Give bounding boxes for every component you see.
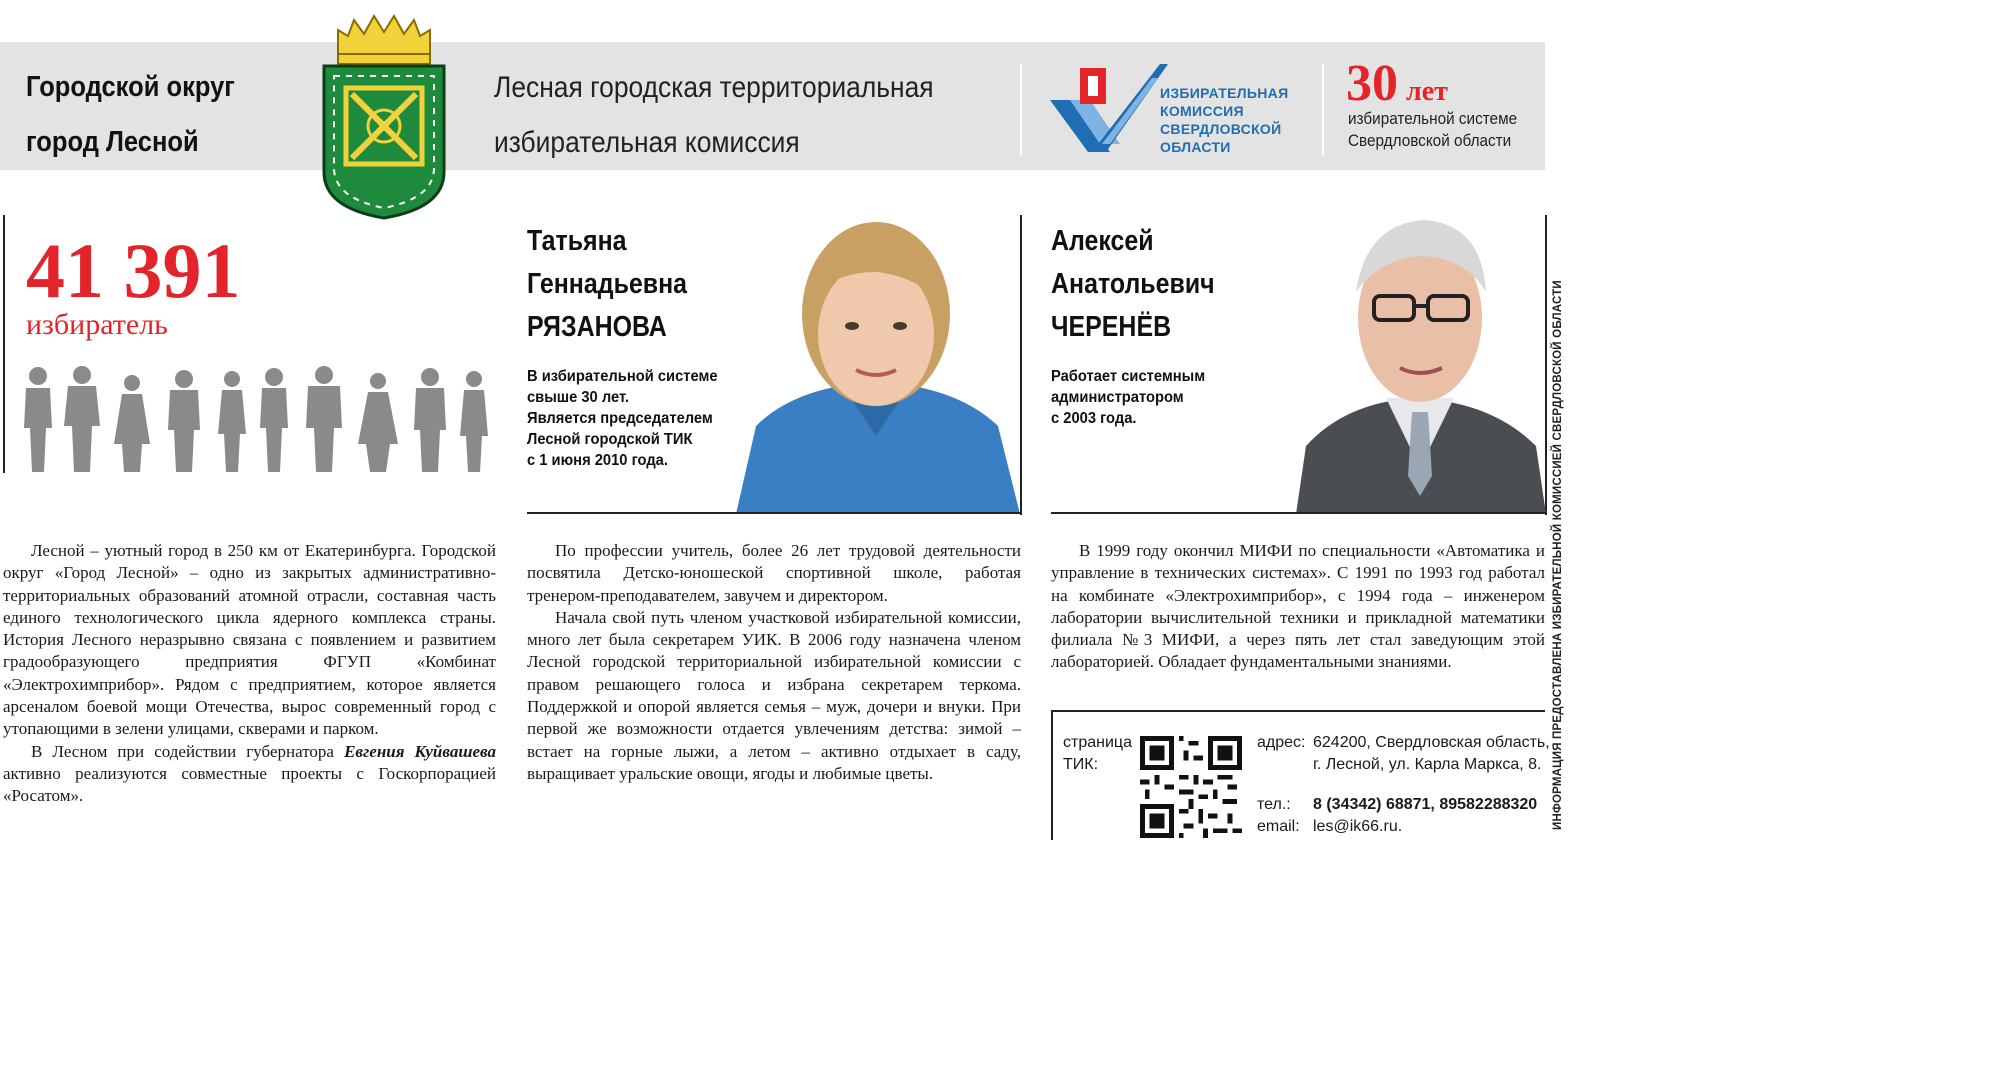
voter-count: 41 391 [26, 227, 241, 314]
email-label: email: [1257, 818, 1300, 835]
bio-line: администратором [1051, 389, 1184, 406]
region-title-line2: город Лесной [26, 126, 199, 158]
tik-page-label-line: страница [1063, 734, 1132, 751]
person2-patronymic: Анатольевич [1051, 268, 1215, 300]
left-rule [3, 215, 5, 473]
address-line: г. Лесной, ул. Карла Маркса, 8. [1313, 756, 1542, 773]
email-value[interactable]: les@ik66.ru. [1313, 818, 1403, 835]
header-divider [1020, 64, 1022, 156]
bio-line: Является председателем [527, 410, 713, 427]
voter-label: избиратель [26, 308, 168, 341]
bio-line: свыше 30 лет. [527, 389, 629, 406]
region-title [26, 60, 290, 170]
phone-value[interactable]: 8 (34342) 68871, 89582288320 [1313, 796, 1538, 813]
bio-line: с 1 июня 2010 года. [527, 452, 668, 469]
anniversary-line: Свердловской области [1348, 131, 1512, 150]
person1-bio [527, 366, 739, 471]
address-label: адрес: [1257, 734, 1306, 751]
commission-title-line1: Лесная городская территориальная [494, 71, 934, 104]
column1-paragraph2 [3, 741, 496, 808]
phone-label: тел.: [1257, 796, 1291, 813]
ik-logo-line: КОМИССИЯ [1160, 103, 1244, 119]
qr-code-icon[interactable] [1140, 736, 1242, 838]
ik-logo-line: ИЗБИРАТЕЛЬНАЯ [1160, 85, 1289, 101]
election-commission-logo-icon [1048, 60, 1170, 160]
person2-name [1051, 220, 1275, 349]
election-commission-logo-text [1160, 84, 1288, 156]
source-note: ИНФОРМАЦИЯ ПРЕДОСТАВЛЕНА ИЗБИРАТЕЛЬНОЙ КОМИССИЕЙ СВЕРДЛОВСКОЙ ОБЛАСТИ [1552, 280, 1564, 830]
column1-paragraph1: Лесной – уютный город в 250 км от Екатеринбурга. Городской округ «Город Лесной» – одно из закрытых административно-территориальных образований атомной отрасли, составная часть единого технологического цикла ядерного комплекса страны. История Лесного неразрывно связана с появлением и развитием градообразующего предприятия ФГУП «Комбинат «Электрохимприбор». Рядом с предприятием, которое является арсеналом боевой мощи Отечества, вырос современный город с утопающими в зелени улицами, скверами и парком. [3, 541, 496, 739]
column3-paragraph1: В 1999 году окончил МИФИ по специальности «Автоматика и управление в технических системах». С 1991 по 1993 год работал на комбинате «Электрохимприбор», с 1994 года – инженером лаборатории вычислительной техники и прикладной математики филиала №3 МИФИ, а через пять лет стал заведующим этой лабораторией. Обладает фундаментальными знаниями. [1051, 541, 1545, 672]
bio-line: Лесной городской ТИК [527, 431, 693, 448]
bio-line: В избирательной системе [527, 368, 718, 385]
column1-p2-end: активно реализуются совместные проекты с Госкорпорацией «Росатом». [3, 763, 496, 806]
anniversary-word: лет [1406, 76, 1448, 107]
region-title-line1: Городской округ [26, 71, 235, 103]
coat-of-arms-icon [318, 12, 450, 222]
tik-page-label-line: ТИК: [1063, 756, 1099, 773]
address-line: 624200, Свердловская область, [1313, 734, 1550, 751]
column3-text [1051, 540, 1545, 674]
person2-rule [1051, 512, 1546, 514]
header-divider [1322, 64, 1324, 156]
commission-title [494, 60, 987, 170]
contacts-rule-h [1051, 710, 1545, 712]
person1-photo [736, 206, 1020, 514]
person2-bio [1051, 366, 1263, 429]
column1-p2-start: В Лесном при содействии губернатора [31, 741, 334, 761]
person1-first-name: Татьяна [527, 225, 627, 257]
bio-line: с 2003 года. [1051, 410, 1137, 427]
governor-name: Евгения Куйвашева [344, 741, 496, 761]
anniversary-number: 30 [1346, 55, 1398, 112]
person1-last-name: РЯЗАНОВА [527, 311, 667, 343]
person1-name [527, 220, 751, 349]
bio-line: Работает системным [1051, 368, 1206, 385]
person1-patronymic: Геннадьевна [527, 268, 688, 300]
person2-photo [1296, 206, 1546, 514]
column2-paragraph2: Начала свой путь членом участковой избирательной комиссии, много лет была секретарем УИК. В 2006 году назначена членом Лесной городской территориальной избирательной комиссии с правом решающего голоса и избрана секретарем теркома. Поддержкой и опорой является семья – муж, дочери и внуки. При первой же возможности отдается увлечениям детства: зимой – встает на горные лыжи, а летом – активно отдыхает в саду, выращивает уральские овощи, ягоды и любимые цветы. [527, 607, 1021, 783]
ik-logo-line: ОБЛАСТИ [1160, 139, 1231, 155]
column2-paragraph1: По профессии учитель, более 26 лет трудовой деятельности посвятила Детско-юношеской спортивной школе, работая тренером-преподавателем, завучем и директором. [527, 541, 1021, 605]
column1-text [3, 540, 496, 808]
column-rule [1020, 215, 1022, 515]
person2-last-name: ЧЕРЕНЁВ [1051, 311, 1172, 343]
person1-rule [527, 512, 1021, 514]
address-value [1313, 732, 1550, 776]
voters-silhouettes-icon [20, 366, 498, 476]
commission-title-line2: избирательная комиссия [494, 126, 800, 159]
contacts-rule-v [1051, 710, 1053, 840]
person2-first-name: Алексей [1051, 225, 1154, 257]
ik-logo-line: СВЕРДЛОВСКОЙ [1160, 121, 1282, 137]
tik-page-label [1063, 732, 1132, 776]
column2-text [527, 540, 1021, 785]
anniversary-line: избирательной системе [1348, 109, 1518, 128]
anniversary-subtitle [1348, 108, 1519, 152]
